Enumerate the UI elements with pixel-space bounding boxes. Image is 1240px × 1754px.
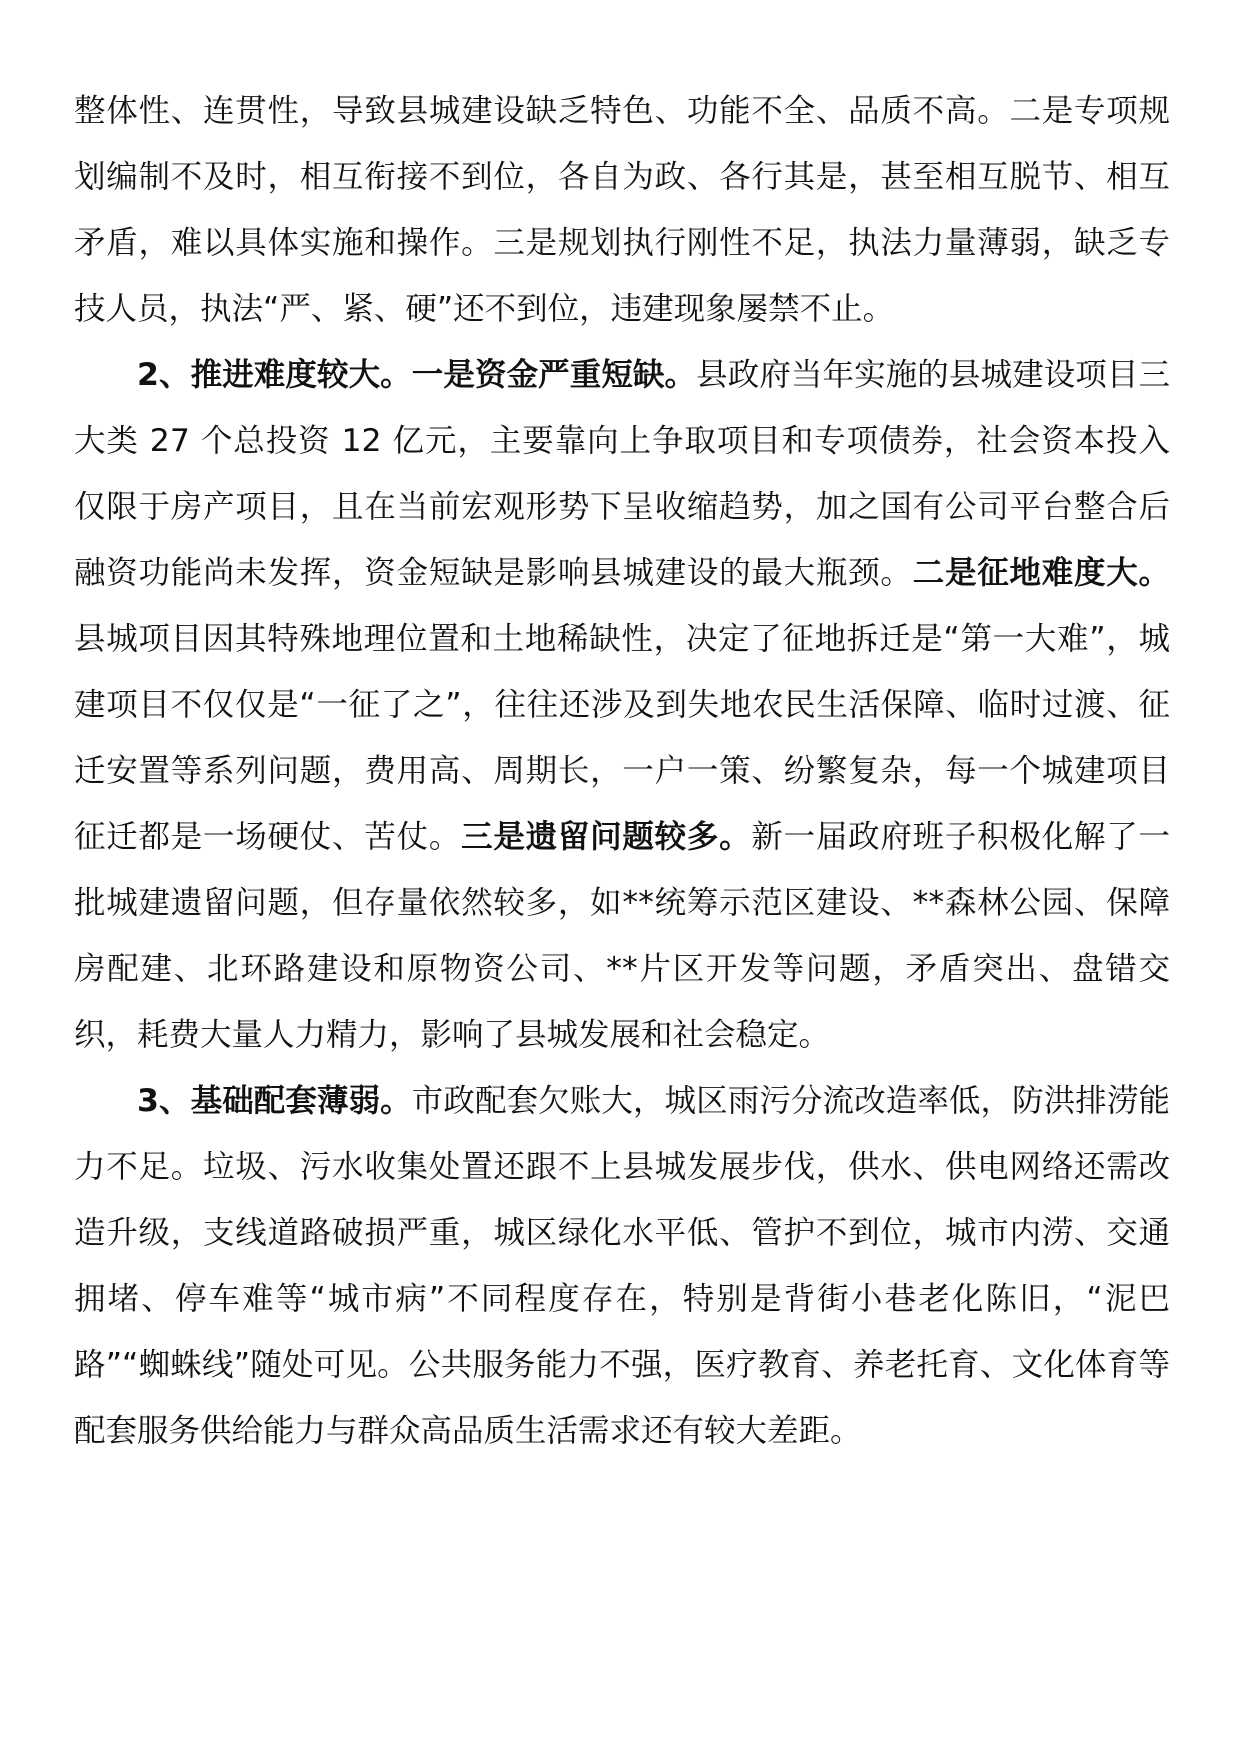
section-heading-2: 2、推进难度较大。	[137, 357, 412, 393]
subpoint-heading-land: 二是征地难度大。	[912, 555, 1170, 591]
paragraph-text: 县城项目因其特殊地理位置和土地稀缺性，决定了征地拆迁是“第一大难”，城建项目不仅仅是“一征了之”，往往还涉及到失地农民生活保障、临时过渡、征迁安置等系列问题，费用高、周期长，一户一策、纷繁复杂，每一个城建项目征迁都是一场硬仗、苦仗。	[74, 621, 1170, 855]
paragraph-planning-issues	[74, 78, 1170, 342]
paragraph-text: 市政配套欠账大，城区雨污分流改造率低，防洪排涝能力不足。垃圾、污水收集处置还跟不上县城发展步伐，供水、供电网络还需改造升级，支线道路破损严重，城区绿化水平低、管护不到位，城市内涝、交通拥堵、停车难等“城市病”不同程度存在，特别是背街小巷老化陈旧，“泥巴路”“蜘蛛线”随处可见。公共服务能力不强，医疗教育、养老托育、文化体育等配套服务供给能力与群众高品质生活需求还有较大差距。	[74, 1083, 1170, 1449]
paragraph-text: 整体性、连贯性，导致县城建设缺乏特色、功能不全、品质不高。二是专项规划编制不及时，相互衔接不到位，各自为政、各行其是，甚至相互脱节、相互矛盾，难以具体实施和操作。三是规划执行刚性不足，执法力量薄弱，缺乏专技人员，执法“严、紧、硬”还不到位，违建现象屡禁不止。	[74, 93, 1170, 327]
paragraph-progress-difficulty	[74, 342, 1170, 1068]
subpoint-heading-funding: 一是资金严重短缺。	[411, 357, 697, 393]
paragraph-infrastructure	[74, 1068, 1170, 1464]
subpoint-heading-legacy: 三是遗留问题较多。	[461, 819, 752, 855]
paragraph-text: 县政府当年实施的县城建设项目三大类 27 个总投资 12 亿元，主要靠向上争取项目和专项债券，社会资本投入仅限于房产项目，且在当前宏观形势下呈收缩趋势，加之国有公司平台整合后融资功能尚未发挥，资金短缺是影响县城建设的最大瓶颈。	[74, 357, 1170, 591]
section-heading-3: 3、基础配套薄弱。	[137, 1083, 412, 1119]
paragraph-text: 新一届政府班子积极化解了一批城建遗留问题，但存量依然较多，如**统筹示范区建设、**森林公园、保障房配建、北环路建设和原物资公司、**片区开发等问题，矛盾突出、盘错交织，耗费大量人力精力，影响了县城发展和社会稳定。	[74, 819, 1170, 1053]
